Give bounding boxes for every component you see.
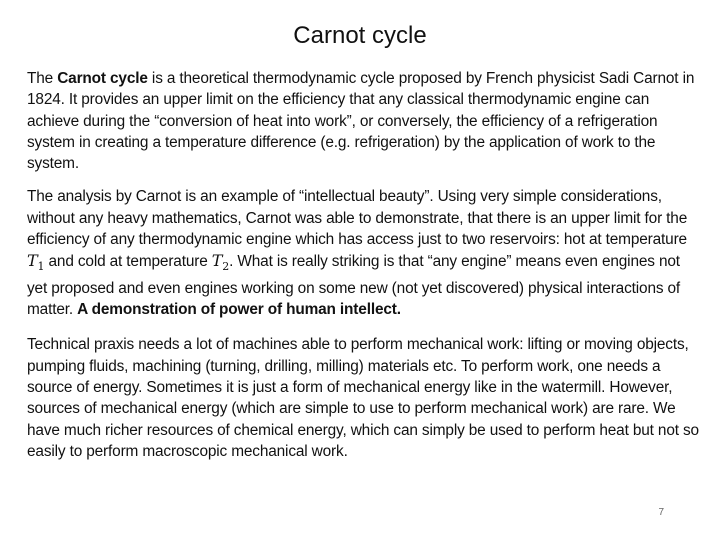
text-run: is a theoretical thermodynamic cycle proposed by French physicist Sadi Carnot in 1824. It provides an upper limit on the efficiency that any classical thermodynamic engine can achieve during the “conversion of heat into work”, or conversely, the efficiency of a refrigeration system in creating a temperature difference (e.g. refrigeration) by the application of work to the system.: [27, 70, 695, 173]
text-run: The: [27, 70, 58, 87]
text-run: The analysis by Carnot is an example of “intellectual beauty”. Using very simple considerations, without any heavy mathematics, Carnot was able to demonstrate, that there is an upper limit for the efficiency of any thermodynamic engine which has access just to two reservoirs: hot at temperature: [27, 188, 688, 249]
text-run: Technical praxis needs a lot of machines able to perform mechanical work: lifting or moving objects, pumping fluids, machining (turning, drilling, milling) materials etc. To perform work, one needs a source of energy. Sometimes it is just a form of mechanical energy like in the watermill. However, sources of mechanical energy (which are simple to use to perform mechanical work) are rare. We have much richer resources of chemical energy, which can simply be used to perform heat but not so easily to perform macroscopic mechanical work.: [27, 336, 699, 460]
page-title: Carnot cycle: [293, 22, 427, 49]
math-subscript: 2: [222, 260, 230, 274]
math-subscript: 1: [37, 260, 45, 274]
text-run: and cold at temperature: [44, 253, 212, 271]
paragraph-carnot-definition: [27, 68, 699, 174]
math-t2: [211, 251, 230, 274]
paragraph-technical-praxis: [27, 334, 699, 462]
math-t1: [27, 251, 45, 274]
bold-term-carnot-cycle: Carnot cycle: [57, 70, 148, 87]
bold-statement: A demonstration of power of human intellect.: [77, 301, 401, 319]
paragraph-intellectual-beauty: [27, 186, 699, 320]
math-symbol: T: [27, 251, 38, 271]
body-text: [27, 68, 699, 476]
page-number: 7: [658, 507, 664, 518]
text-run: . What is really striking is that “any engine” means even engines not yet proposed and even engines working on some new (not yet discovered) physical interactions of matter.: [27, 253, 681, 319]
math-symbol: T: [211, 251, 223, 271]
